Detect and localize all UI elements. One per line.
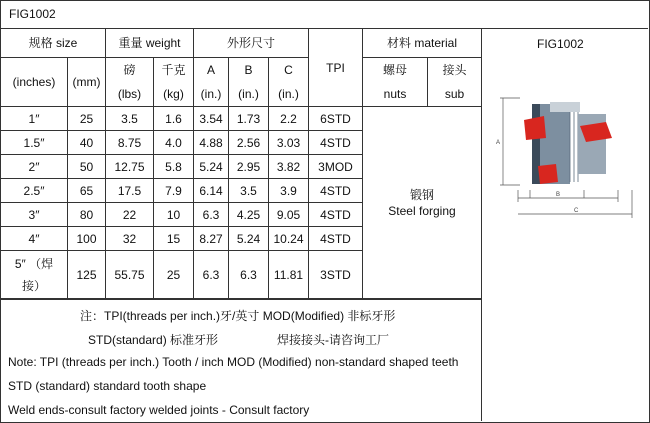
cell-kg: 1.6	[154, 107, 194, 131]
table-row	[1, 107, 482, 131]
cell-kg: 5.8	[154, 155, 194, 179]
cell-kg: 4.0	[154, 131, 194, 155]
dim-label-b: B	[556, 192, 561, 198]
cell-a: 3.54	[194, 107, 229, 131]
notes-section	[0, 298, 481, 422]
cell-kg: 7.9	[154, 179, 194, 203]
kg-header: 千克 (kg)	[154, 58, 194, 107]
cell-tpi: 4STD	[309, 227, 363, 251]
cell-inches: 4″	[1, 227, 68, 251]
figure-title: FIG1002	[537, 37, 584, 51]
cell-tpi: 4STD	[309, 131, 363, 155]
cell-c: 3.82	[269, 155, 309, 179]
cell-b: 2.56	[229, 131, 269, 155]
cell-mm: 65	[68, 179, 106, 203]
cell-tpi: 4STD	[309, 203, 363, 227]
cell-kg: 10	[154, 203, 194, 227]
cell-a: 8.27	[194, 227, 229, 251]
c-header: C (in.)	[269, 58, 309, 107]
tpi-header: TPI	[309, 29, 363, 107]
a-header: A (in.)	[194, 58, 229, 107]
mm-header: (mm)	[68, 58, 106, 107]
cell-tpi: 3MOD	[309, 155, 363, 179]
title-row	[0, 0, 648, 29]
sub-header: 接头 sub	[428, 58, 482, 107]
note-en-std: STD (standard) standard tooth shape	[8, 379, 207, 393]
cell-lbs: 8.75	[106, 131, 154, 155]
cell-c: 9.05	[269, 203, 309, 227]
document-title: FIG1002	[9, 7, 56, 21]
union-lug-left	[524, 116, 546, 140]
material-en: Steel forging	[388, 204, 456, 218]
cell-tpi: 6STD	[309, 107, 363, 131]
union-lug-bottom	[538, 164, 558, 184]
cell-c: 3.03	[269, 131, 309, 155]
cell-c: 3.9	[269, 179, 309, 203]
cell-inches: 3″	[1, 203, 68, 227]
cell-a: 6.3	[194, 251, 229, 300]
cell-lbs: 55.75	[106, 251, 154, 300]
b-header: B (in.)	[229, 58, 269, 107]
cell-mm: 125	[68, 251, 106, 300]
cell-b: 1.73	[229, 107, 269, 131]
spec-table	[0, 28, 482, 300]
thread-lines	[570, 112, 578, 182]
cell-lbs: 22	[106, 203, 154, 227]
cell-mm: 100	[68, 227, 106, 251]
inches-header: (inches)	[1, 58, 68, 107]
cell-a: 4.88	[194, 131, 229, 155]
nuts-header: 螺母 nuts	[363, 58, 428, 107]
cell-tpi: 4STD	[309, 179, 363, 203]
cell-lbs: 32	[106, 227, 154, 251]
cell-b: 5.24	[229, 227, 269, 251]
cell-a: 6.3	[194, 203, 229, 227]
cell-inches: 5″ （焊 接）	[1, 251, 68, 300]
hammer-union-drawing	[494, 90, 644, 230]
cell-mm: 50	[68, 155, 106, 179]
cell-c: 2.2	[269, 107, 309, 131]
figure-divider	[481, 28, 482, 421]
cell-lbs: 17.5	[106, 179, 154, 203]
lbs-header: 磅 (lbs)	[106, 58, 154, 107]
cell-lbs: 3.5	[106, 107, 154, 131]
cell-kg: 25	[154, 251, 194, 300]
cell-inches: 1″	[1, 107, 68, 131]
cell-mm: 80	[68, 203, 106, 227]
dim-label-a: A	[496, 140, 501, 146]
note-en-weld: Weld ends-consult factory welded joints - Consult factory	[8, 403, 310, 417]
material-cn: 锻钢	[409, 188, 434, 202]
cell-inches: 2.5″	[1, 179, 68, 203]
note-cn-tpi: 注：TPI(threads per inch.)牙/英寸 MOD(Modified) 非标牙形	[80, 309, 396, 323]
cell-c: 10.24	[269, 227, 309, 251]
cell-lbs: 12.75	[106, 155, 154, 179]
size-header: 规格 size	[1, 29, 106, 58]
dim-label-c: C	[574, 208, 579, 214]
note-cn-std: STD(standard) 标准牙形	[88, 333, 219, 347]
cell-a: 6.14	[194, 179, 229, 203]
cell-c: 11.81	[269, 251, 309, 300]
union-thread-top	[550, 102, 580, 112]
material-cell	[363, 107, 482, 300]
cell-b: 3.5	[229, 179, 269, 203]
cell-b: 4.25	[229, 203, 269, 227]
weight-header: 重量 weight	[106, 29, 194, 58]
cell-a: 5.24	[194, 155, 229, 179]
cell-mm: 40	[68, 131, 106, 155]
cell-b: 6.3	[229, 251, 269, 300]
note-cn-weld: 焊接接头-请咨询工厂	[277, 333, 389, 347]
cell-mm: 25	[68, 107, 106, 131]
dimensions-header: 外形尺寸	[194, 29, 309, 58]
material-header: 材料 material	[363, 29, 482, 58]
cell-inches: 1.5″	[1, 131, 68, 155]
cell-inches: 2″	[1, 155, 68, 179]
cell-b: 2.95	[229, 155, 269, 179]
cell-kg: 15	[154, 227, 194, 251]
cell-tpi: 3STD	[309, 251, 363, 300]
note-en-tpi: Note: TPI (threads per inch.) Tooth / inch MOD (Modified) non-standard shaped teeth	[8, 355, 459, 369]
